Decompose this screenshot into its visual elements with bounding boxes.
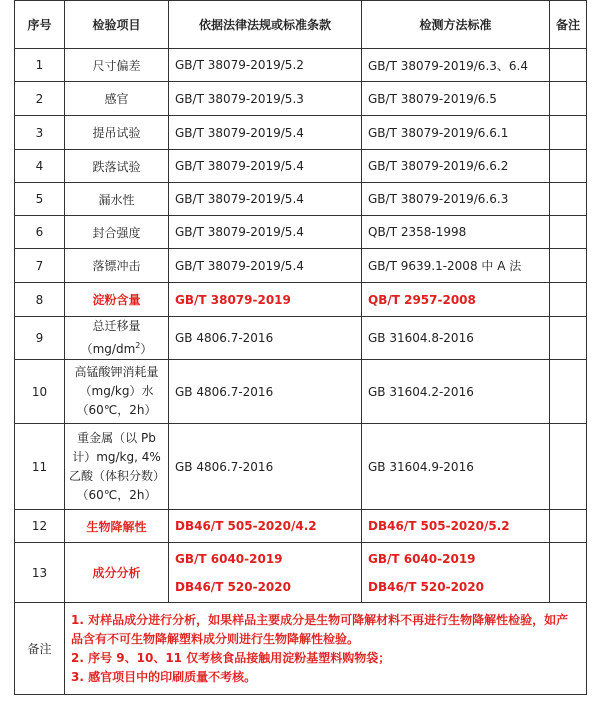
table-row [15, 183, 587, 216]
row-remark [550, 249, 587, 283]
row-no: 4 [15, 150, 65, 183]
item-line: （mg/kg）水 [79, 384, 154, 398]
table-row [15, 216, 587, 249]
row-basis: GB/T 38079-2019/5.4 [169, 249, 362, 283]
table-row [15, 249, 587, 283]
row-item [65, 360, 169, 424]
table-row [15, 116, 587, 150]
row-method: GB/T 38079-2019/6.6.3 [362, 183, 550, 216]
method-line: GB/T 6040-2019 [368, 551, 476, 566]
table-row-highlight [15, 283, 587, 317]
row-item: 尺寸偏差 [65, 49, 169, 82]
row-item [65, 424, 169, 510]
method-line: DB46/T 520-2020 [368, 579, 484, 594]
row-method: GB/T 38079-2019/6.3、6.4 [362, 49, 550, 82]
row-no: 1 [15, 49, 65, 82]
row-basis: GB/T 38079-2019/5.4 [169, 183, 362, 216]
row-basis: GB 4806.7-2016 [169, 424, 362, 510]
row-basis: GB/T 38079-2019 [169, 283, 362, 317]
row-remark [550, 216, 587, 249]
item-line: （60℃，2h） [76, 487, 157, 502]
header-basis: 依据法律法规或标准条款 [169, 1, 362, 49]
table-row [15, 317, 587, 360]
row-method: GB 31604.8-2016 [362, 317, 550, 360]
basis-line: DB46/T 520-2020 [175, 579, 291, 594]
row-basis: GB 4806.7-2016 [169, 360, 362, 424]
row-method: DB46/T 505-2020/5.2 [362, 510, 550, 543]
item-line: 计）mg/kg, 4% [72, 449, 161, 464]
row-no: 8 [15, 283, 65, 317]
row-basis: GB/T 38079-2019/5.3 [169, 82, 362, 116]
row-basis [169, 543, 362, 603]
row-item: 漏水性 [65, 183, 169, 216]
table-row-highlight [15, 543, 587, 603]
row-remark [550, 116, 587, 150]
row-method: GB 31604.2-2016 [362, 360, 550, 424]
row-remark [550, 49, 587, 82]
row-remark [550, 150, 587, 183]
row-method: GB/T 38079-2019/6.6.2 [362, 150, 550, 183]
table-row [15, 150, 587, 183]
row-remark [550, 360, 587, 424]
row-item: 封合强度 [65, 216, 169, 249]
row-method: GB/T 9639.1-2008 中 A 法 [362, 249, 550, 283]
row-basis: GB/T 38079-2019/5.4 [169, 116, 362, 150]
inspection-table [14, 0, 587, 695]
table-row [15, 360, 587, 424]
row-method: GB 31604.9-2016 [362, 424, 550, 510]
row-method [362, 543, 550, 603]
row-item: 感官 [65, 82, 169, 116]
row-item: 成分分析 [65, 543, 169, 603]
row-no: 7 [15, 249, 65, 283]
row-no: 12 [15, 510, 65, 543]
row-method: QB/T 2358-1998 [362, 216, 550, 249]
row-remark [550, 283, 587, 317]
row-method: GB/T 38079-2019/6.5 [362, 82, 550, 116]
header-no: 序号 [15, 1, 65, 49]
row-basis: GB/T 38079-2019/5.4 [169, 216, 362, 249]
header-remark: 备注 [550, 1, 587, 49]
row-item [65, 317, 169, 360]
row-no: 3 [15, 116, 65, 150]
row-no: 11 [15, 424, 65, 510]
row-method: QB/T 2957-2008 [362, 283, 550, 317]
row-no: 9 [15, 317, 65, 360]
row-basis: GB/T 38079-2019/5.4 [169, 150, 362, 183]
table-row-highlight [15, 510, 587, 543]
row-remark [550, 543, 587, 603]
row-basis: GB 4806.7-2016 [169, 317, 362, 360]
row-remark [550, 183, 587, 216]
row-remark [550, 424, 587, 510]
notes-row [15, 603, 587, 695]
item-line: （60℃，2h） [76, 403, 157, 417]
row-item: 跌落试验 [65, 150, 169, 183]
row-item: 提吊试验 [65, 116, 169, 150]
row-item: 落镖冲击 [65, 249, 169, 283]
table-header-row [15, 1, 587, 49]
item-line: 总迁移量 [92, 319, 141, 333]
row-no: 6 [15, 216, 65, 249]
header-method: 检测方法标准 [362, 1, 550, 49]
row-remark [550, 317, 587, 360]
table-row [15, 49, 587, 82]
note-line-2: 2. 序号 9、10、11 仅考核食品接触用淀粉基塑料购物袋； [71, 650, 391, 665]
row-no: 13 [15, 543, 65, 603]
row-remark [550, 82, 587, 116]
notes-label: 备注 [15, 603, 65, 695]
row-item: 淀粉含量 [65, 283, 169, 317]
note-line-3: 3. 感官项目中的印刷质量不考核。 [71, 669, 257, 684]
row-no: 2 [15, 82, 65, 116]
header-item: 检验项目 [65, 1, 169, 49]
note-line-1: 1. 对样品成分进行分析，如果样品主要成分是生物可降解材料不再进行生物降解性检验，如产品含有不可生物降解塑料成分则进行生物降解性检验。 [71, 612, 569, 646]
row-basis: GB/T 38079-2019/5.2 [169, 49, 362, 82]
table-row [15, 424, 587, 510]
notes-content [65, 603, 587, 695]
inspection-table-wrapper [14, 0, 586, 695]
table-row [15, 82, 587, 116]
row-no: 10 [15, 360, 65, 424]
row-item: 生物降解性 [65, 510, 169, 543]
item-line: 重金属（以 Pb [77, 430, 156, 445]
item-line: 高锰酸钾消耗量 [74, 365, 159, 379]
row-method: GB/T 38079-2019/6.6.1 [362, 116, 550, 150]
item-line: 乙酸（体积分数） [69, 468, 166, 483]
row-no: 5 [15, 183, 65, 216]
row-basis: DB46/T 505-2020/4.2 [169, 510, 362, 543]
row-remark [550, 510, 587, 543]
basis-line: GB/T 6040-2019 [175, 551, 283, 566]
item-line: $(mg/dm^2)$ [80, 341, 153, 356]
